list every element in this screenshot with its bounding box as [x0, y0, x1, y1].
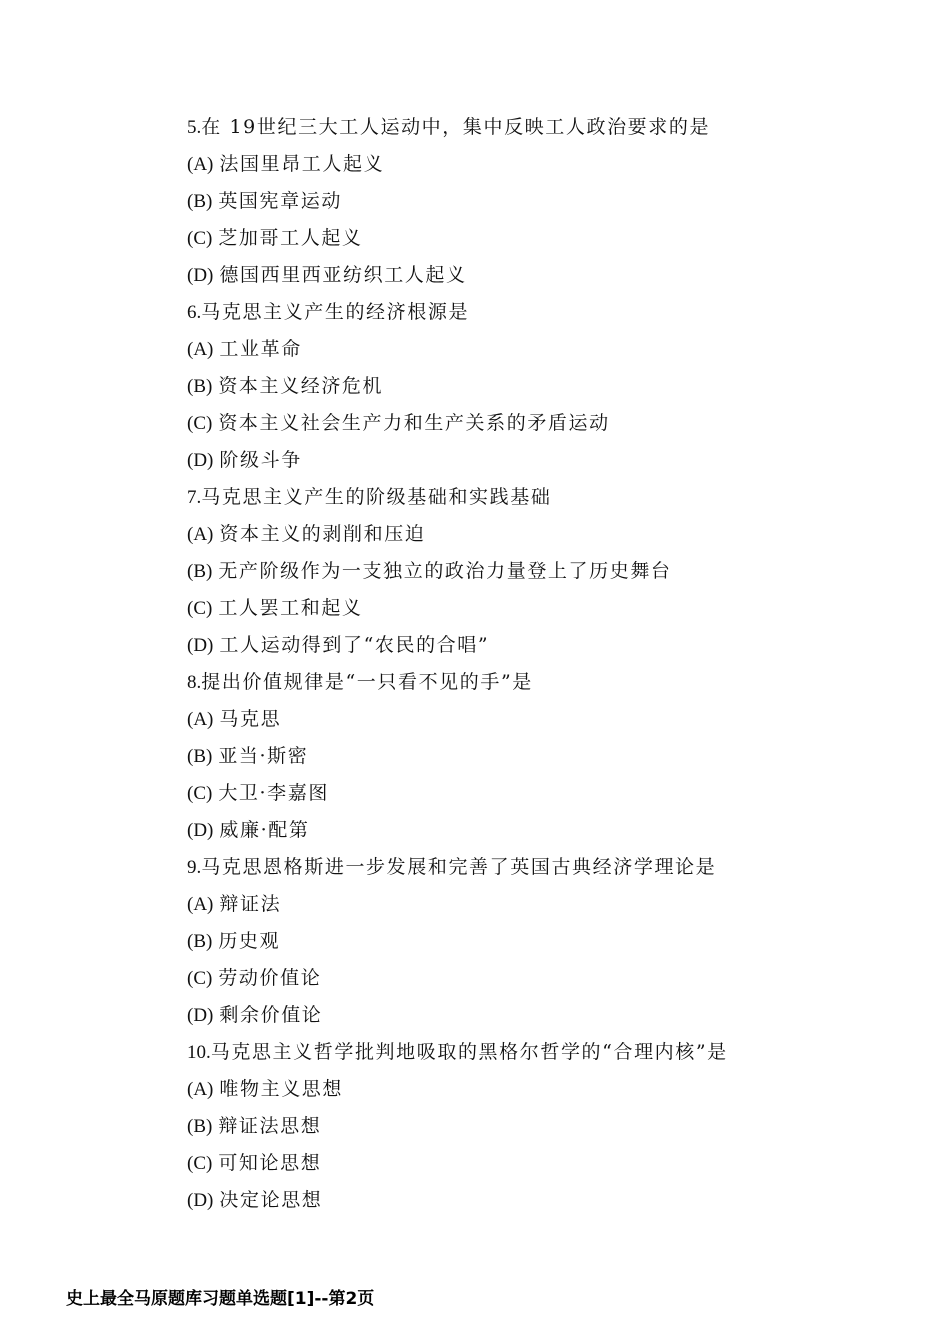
option-text: 资本主义社会生产力和生产关系的矛盾运动: [218, 412, 610, 434]
option-5d: [187, 257, 887, 294]
option-key: (A): [187, 339, 214, 360]
option-10b: [187, 1108, 887, 1145]
option-key: (A): [187, 894, 214, 915]
option-key: (A): [187, 524, 214, 545]
option-key: (D): [187, 1190, 214, 1211]
option-9d: [187, 997, 887, 1034]
option-text: 资本主义的剥削和压迫: [219, 523, 426, 545]
option-6c: [187, 405, 887, 442]
question-text: 提出价值规律是“一只看不见的手”是: [201, 671, 533, 693]
option-key: (C): [187, 598, 213, 619]
option-text: 工人罢工和起义: [218, 597, 363, 619]
question-text: 马克思主义产生的阶级基础和实践基础: [201, 486, 552, 508]
option-text: 法国里昂工人起义: [219, 153, 385, 175]
option-text: 阶级斗争: [219, 449, 302, 471]
option-8b: [187, 738, 887, 775]
option-text: 可知论思想: [218, 1152, 322, 1174]
option-key: (C): [187, 968, 213, 989]
option-text: 决定论思想: [219, 1189, 323, 1211]
option-9c: [187, 960, 887, 997]
option-key: (B): [187, 191, 213, 212]
question-10: [187, 1034, 887, 1071]
option-key: (B): [187, 931, 213, 952]
option-8c: [187, 775, 887, 812]
question-7: [187, 479, 887, 516]
question-number: 10.: [187, 1042, 211, 1063]
option-7a: [187, 516, 887, 553]
question-number: 8.: [187, 672, 202, 693]
question-9: [187, 849, 887, 886]
option-text: 无产阶级作为一支独立的政治力量登上了历史舞台: [218, 560, 672, 582]
option-5c: [187, 220, 887, 257]
question-5: [187, 109, 887, 146]
option-key: (A): [187, 1079, 214, 1100]
question-text: 马克思主义产生的经济根源是: [201, 301, 470, 323]
option-text: 辩证法思想: [218, 1115, 322, 1137]
option-text: 劳动价值论: [218, 967, 322, 989]
question-number: 6.: [187, 302, 202, 323]
question-number: 7.: [187, 487, 202, 508]
option-text: 马克思: [219, 708, 282, 730]
option-5a: [187, 146, 887, 183]
option-text: 威廉·配第: [219, 819, 310, 841]
option-key: (D): [187, 450, 214, 471]
option-text: 唯物主义思想: [219, 1078, 343, 1100]
question-8: [187, 664, 887, 701]
option-7b: [187, 553, 887, 590]
option-10a: [187, 1071, 887, 1108]
option-key: (B): [187, 376, 213, 397]
question-text: 马克思恩格斯进一步发展和完善了英国古典经济学理论是: [201, 856, 717, 878]
option-6b: [187, 368, 887, 405]
question-text: 马克思主义哲学批判地吸取的黑格尔哲学的“合理内核”是: [210, 1041, 728, 1063]
option-5b: [187, 183, 887, 220]
option-key: (C): [187, 413, 213, 434]
option-key: (A): [187, 709, 214, 730]
option-7c: [187, 590, 887, 627]
option-text: 辩证法: [219, 893, 282, 915]
option-10d: [187, 1182, 887, 1219]
option-key: (B): [187, 746, 213, 767]
option-10c: [187, 1145, 887, 1182]
page-footer: 史上最全马原题库习题单选题[1]--第2页: [66, 1289, 375, 1309]
question-list: [187, 109, 887, 1219]
question-text: 在 19世纪三大工人运动中，集中反映工人政治要求的是: [201, 116, 711, 138]
option-key: (D): [187, 265, 214, 286]
option-9b: [187, 923, 887, 960]
option-text: 德国西里西亚纺织工人起义: [219, 264, 467, 286]
option-text: 芝加哥工人起义: [218, 227, 363, 249]
option-8d: [187, 812, 887, 849]
option-key: (D): [187, 820, 214, 841]
option-8a: [187, 701, 887, 738]
option-key: (C): [187, 783, 213, 804]
option-text: 亚当·斯密: [218, 745, 309, 767]
option-key: (A): [187, 154, 214, 175]
option-text: 工人运动得到了“农民的合唱”: [219, 634, 490, 656]
option-6d: [187, 442, 887, 479]
option-7d: [187, 627, 887, 664]
option-text: 英国宪章运动: [218, 190, 342, 212]
option-text: 剩余价值论: [219, 1004, 323, 1026]
option-text: 历史观: [218, 930, 281, 952]
option-text: 大卫·李嘉图: [218, 782, 329, 804]
question-6: [187, 294, 887, 331]
option-9a: [187, 886, 887, 923]
option-key: (B): [187, 561, 213, 582]
option-key: (C): [187, 228, 213, 249]
option-key: (C): [187, 1153, 213, 1174]
option-text: 工业革命: [219, 338, 302, 360]
question-number: 5.: [187, 117, 202, 138]
option-6a: [187, 331, 887, 368]
question-number: 9.: [187, 857, 202, 878]
option-text: 资本主义经济危机: [218, 375, 384, 397]
option-key: (D): [187, 1005, 214, 1026]
option-key: (D): [187, 635, 214, 656]
option-key: (B): [187, 1116, 213, 1137]
